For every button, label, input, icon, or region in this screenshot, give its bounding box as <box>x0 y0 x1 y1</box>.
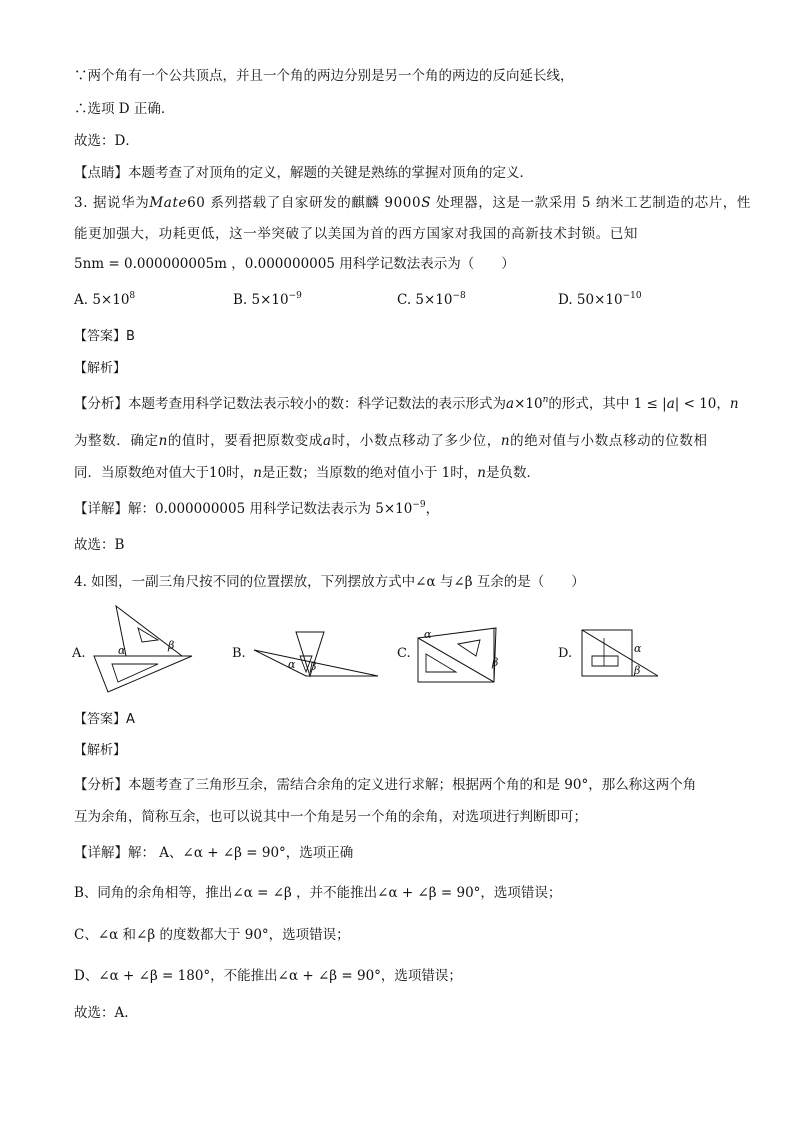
figure-c-set-squares <box>414 624 508 684</box>
analysis-line: 同．当原数绝对值大于10时，n是正数；当原数的绝对值小于 1时，n是负数． <box>74 465 540 481</box>
figure-b-set-squares <box>250 626 382 680</box>
analysis-label: 【解析】 <box>74 743 127 758</box>
question-4-stem: 4. 如图，一副三角尺按不同的位置摆放，下列摆放方式中∠α 与∠β 互余的是（ ） <box>74 574 585 590</box>
option-c: C. $5\times 10^{-8}$ <box>397 291 466 308</box>
choose-line: 故选：B <box>74 537 125 553</box>
option-a: A. $5\times 10^8$ <box>74 291 136 308</box>
text-line: 【点睛】本题考查了对顶角的定义，解题的关键是熟练的掌握对顶角的定义． <box>74 165 533 181</box>
beta-label: β <box>168 639 175 652</box>
analysis-line: 【分析】本题考查用科学记数法表示较小的数：科学记数法的表示形式为$a\times 10^n$的形式，其中 1 ≤ |a| < 10，n <box>74 395 739 412</box>
question-3-stem-line3: 5nm = 0.000000005m ，0.000000005 用科学记数法表示为（ ） <box>74 256 515 272</box>
option-d: D. $50\times 10^{-10}$ <box>558 291 642 308</box>
figure-d-label: D. <box>558 646 573 661</box>
analysis-line: 为整数．确定n的值时，要看把原数变成a时，小数点移动了多少位，n的绝对值与小数点移动的位数相 <box>74 433 708 449</box>
beta-label: β <box>634 664 641 677</box>
text-line: ∴选项 D 正确． <box>74 101 175 117</box>
alpha-label: α <box>424 628 432 641</box>
answer-label: 【答案】A <box>74 712 135 727</box>
analysis-line: 互为余角，简称互余，也可以说其中一个角是另一个角的余角，对选项进行判断即可； <box>74 809 587 825</box>
detail-line: 【详解】解：0.000000005 用科学记数法表示为 $5\times 10^{-9}$， <box>74 500 440 517</box>
alpha-label: α <box>288 658 296 671</box>
answer-label: 【答案】B <box>74 329 135 344</box>
figure-b-label: B. <box>232 646 246 661</box>
figure-c-label: C. <box>397 646 411 661</box>
figure-d-set-squares <box>578 626 662 680</box>
question-3-stem: 3. 据说华为Mate60 系列搭载了自家研发的麒麟 9000S 处理器，这是一款采用 5 纳米工艺制造的芯片，性 <box>74 195 752 211</box>
detail-line-b: B、同角的余角相等，推出∠α = ∠β ，并不能推出∠α + ∠β = 90°，选项错误； <box>74 885 562 901</box>
alpha-label: α <box>634 642 642 655</box>
option-b: B. $5\times 10^{-9}$ <box>233 291 302 308</box>
text-line: ∵两个角有一个公共顶点，并且一个角的两边分别是另一个角的两边的反向延长线， <box>74 68 574 84</box>
analysis-label: 【解析】 <box>74 361 127 376</box>
detail-line-d: D、∠α + ∠β = 180°，不能推出∠α + ∠β = 90°，选项错误； <box>74 968 462 984</box>
figure-a-label: A. <box>72 646 86 661</box>
analysis-line: 【分析】本题考查了三角形互余，需结合余角的定义进行求解；根据两个角的和是 90°，那么称这两个角 <box>74 777 697 793</box>
beta-label: β <box>310 660 317 673</box>
detail-line-c: C、∠α 和∠β 的度数都大于 90°，选项错误； <box>74 927 350 943</box>
beta-label: β <box>492 656 499 669</box>
figure-a-set-squares <box>86 604 198 694</box>
choose-line: 故选：A. <box>74 1005 129 1021</box>
text-line: 故选：D． <box>74 133 139 149</box>
question-3-stem-line2: 能更加强大，功耗更低，这一举突破了以美国为首的西方国家对我国的高新技术封锁。已知 <box>74 226 638 242</box>
detail-line-a: 【详解】解： A、∠α + ∠β = 90°，选项正确 <box>74 845 354 861</box>
alpha-label: α <box>118 644 126 657</box>
